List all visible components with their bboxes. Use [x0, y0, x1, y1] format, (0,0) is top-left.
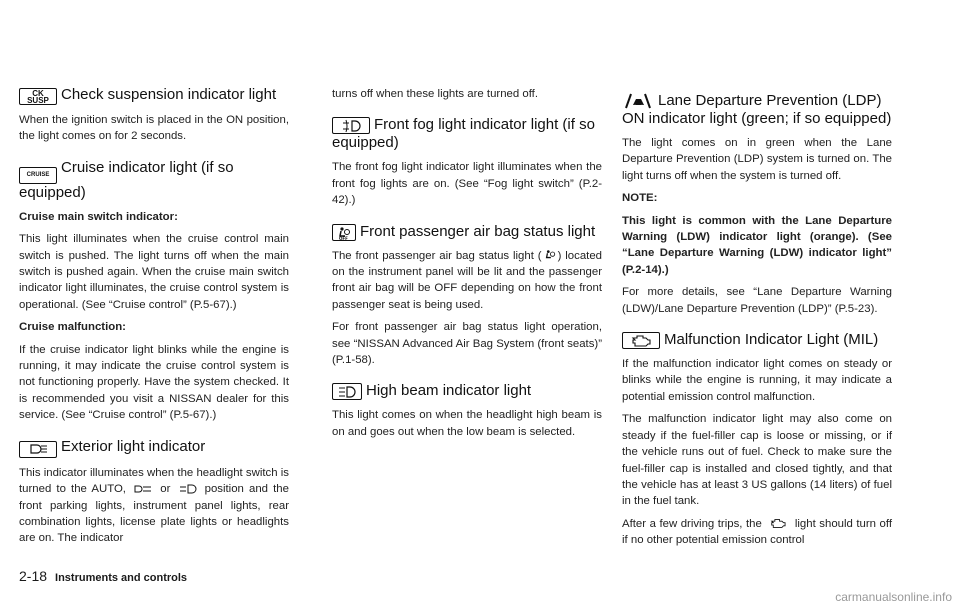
front-fog-body: The front fog light indicator light illuminates when the front fog lights are on. (See “Fog light switch” (P.2-42).): [332, 161, 602, 207]
cruise-icon: CRUISE: [19, 167, 57, 184]
heading-front-fog: Front fog light indicator light (if so equipped): [332, 116, 595, 152]
cruise-malfunction-body: If the cruise indicator light blinks while the engine is running, it may indicate the cruise control system is not functioning properly. Have the system checked. It is recommended you visit a NISSAN dealer for this service. (See “Cruise control” (P.5-67).): [19, 343, 289, 422]
ldp-note-label: NOTE:: [622, 192, 658, 205]
airbag-off-inline-icon: [544, 249, 556, 261]
watermark-text: carmanualsonline.info: [835, 590, 952, 604]
front-fog-light-icon: [332, 117, 370, 134]
ldp-note-body: This light is common with the Lane Departure Warning (LDW) indicator light (orange). (See “Lane Departure Warning (LDW) indicator light” (P.2-14).): [622, 214, 892, 276]
high-beam-body: This light comes on when the headlight high beam is on and goes out when the low beam is selected.: [332, 409, 602, 438]
heading-high-beam: High beam indicator light: [332, 382, 602, 400]
cruise-main-switch-label: Cruise main switch indicator:: [19, 210, 178, 223]
heading-airbag-status: OFF Front passenger air bag status light: [332, 223, 602, 241]
exterior-light-continued: turns off when these lights are turned off.: [332, 88, 539, 100]
exterior-light-body: This indicator illuminates when the headlight switch is turned to the AUTO, or position and the front parking lights, instrument panel lights, rear combination lights, license plate lights or headlights are on. The indicator: [19, 466, 289, 545]
lane-departure-prevention-icon: [622, 92, 654, 109]
column-right: [622, 92, 892, 555]
heading-exterior-light: Exterior light indicator: [19, 438, 289, 458]
high-beam-icon: [332, 383, 362, 400]
ldp-body: The light comes on in green when the Lane Departure Prevention (LDP) system is turned on. The light turns off when the system is turned off.: [622, 137, 892, 182]
mil-body-1: If the malfunction indicator light comes on steady or blinks while the engine is running, it may indicate a potential emission control malfunction.: [622, 358, 892, 403]
mil-body-3: After a few driving trips, the light should turn off if no other potential emission control: [622, 517, 892, 547]
airbag-body-1: The front passenger air bag status light ( ) located on the instrument panel will be lit and the passenger front air bag will be OFF depending on how the front passenger seat is being used.: [332, 249, 602, 311]
heading-cruise: CRUISE Cruise indicator light (if so equipped): [19, 158, 234, 201]
engine-malfunction-icon: [622, 332, 660, 349]
svg-text:OFF: OFF: [339, 235, 348, 240]
engine-malfunction-inline-icon: [767, 518, 789, 529]
column-middle: [332, 86, 602, 446]
page-footer: [19, 568, 187, 584]
airbag-body-2: For front passenger air bag status light operation, see “NISSAN Advanced Air Bag System (front seats)” (P.1-58).: [332, 321, 602, 367]
cruise-malfunction-label: Cruise malfunction:: [19, 321, 126, 334]
heading-mil: Malfunction Indicator Light (MIL): [622, 331, 892, 349]
cruise-main-switch-body: This light illuminates when the cruise control main switch is pushed. The light turns off when the main switch is pushed again. When the cruise main switch indicator light illuminates, the cruise control system is operational. (See “Cruise control” (P.5-67).): [19, 233, 289, 311]
column-left: [19, 86, 289, 553]
heading-ldp: Lane Departure Prevention (LDP) ON indicator light (green; if so equipped): [622, 92, 892, 127]
exterior-light-icon: [19, 441, 57, 458]
check-suspension-icon: CK SUSP: [19, 88, 57, 105]
mil-body-2: The malfunction indicator light may also come on steady if the fuel-filler cap is loose or missing, or if the vehicle runs out of fuel. Check to make sure the fuel-filler cap is installed and closed tightly, and that the vehicle has at least 3 US gallons (14 liters) of fuel in the fuel tank.: [622, 413, 892, 508]
ldp-more-details: For more details, see “Lane Departure Warning (LDW)/Lane Departure Prevention (LDP)” (P.5-23).: [622, 286, 892, 315]
airbag-off-icon: [332, 224, 356, 241]
heading-check-suspension: CK SUSP Check suspension indicator light: [19, 86, 289, 105]
page-number: 2-18: [19, 568, 48, 584]
check-suspension-body: When the ignition switch is placed in the ON position, the light comes on for 2 seconds.: [19, 114, 289, 143]
parking-light-icon: [133, 484, 153, 494]
section-title: Instruments and controls: [55, 572, 188, 584]
headlight-icon: [178, 484, 198, 494]
